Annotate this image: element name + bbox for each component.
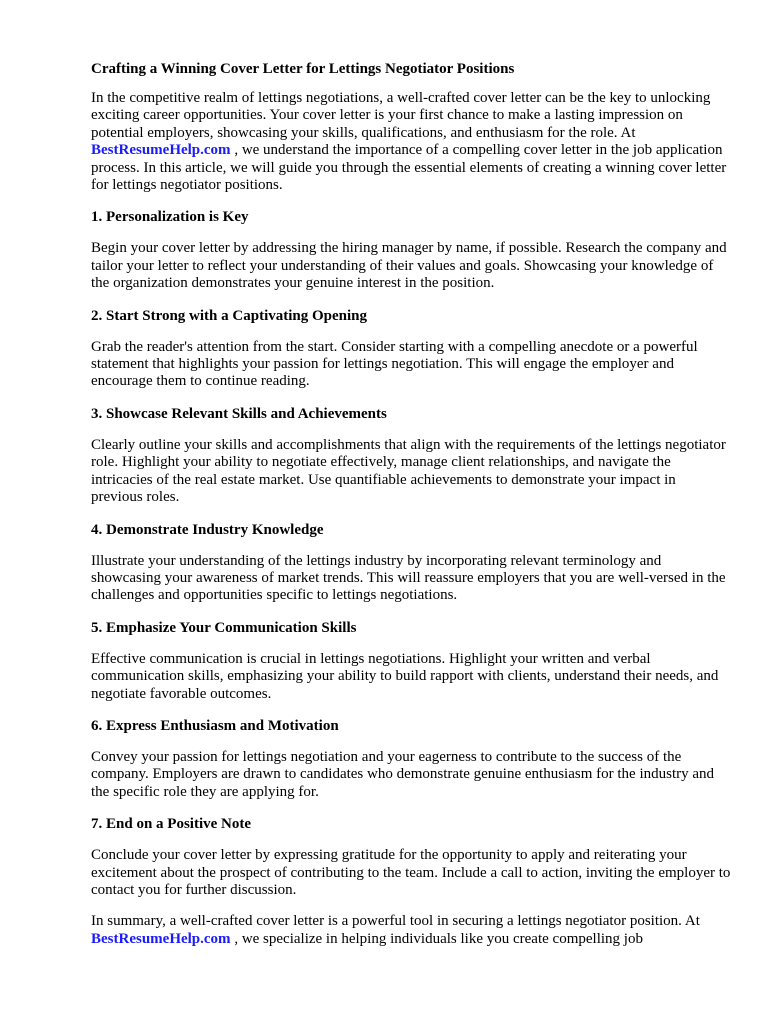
section-body-communication: Effective communication is crucial in lettings negotiations. Highlight your written and verbal communication skills, emphasizing your ability to build rapport with clients, understand their needs, and negotiate favorable outcomes. — [91, 650, 719, 702]
document-title: Crafting a Winning Cover Letter for Lettings Negotiator Positions — [91, 61, 515, 77]
section-body-skills: Clearly outline your skills and accomplishments that align with the requirements of the lettings negotiator role. Highlight your ability to negotiate effectively, manage client relationships, and navigate the intricacies of the real estate market. Use quantifiable achievements to demonstrate your impact in previous roles. — [91, 436, 726, 506]
section-heading-skills: 3. Showcase Relevant Skills and Achievements — [91, 405, 387, 422]
section-body-personalization: Begin your cover letter by addressing the hiring manager by name, if possible. Research the company and tailor your letter to reflect your understanding of their values and goals. Showcasing your knowledge of the organization demonstrates your genuine interest in the position. — [91, 240, 727, 292]
section-heading-enthusiasm: 6. Express Enthusiasm and Motivation — [91, 717, 339, 734]
section-heading-communication: 5. Emphasize Your Communication Skills — [91, 619, 357, 636]
intro-text-before: In the competitive realm of lettings negotiations, a well-crafted cover letter can be the key to unlocking exciting career opportunities. Your cover letter is your first chance to make a lasting impression on potential employers, showcasing your skills, qualifications, and enthusiasm for the role. At — [91, 90, 711, 141]
summary-site-link[interactable]: BestResumeHelp.com — [91, 930, 231, 947]
summary-paragraph — [91, 913, 731, 948]
intro-text-after: , we understand the importance of a compelling cover letter in the job application process. In this article, we will guide you through the essential elements of creating a winning cover letter for lettings negotiator positions. — [91, 142, 727, 194]
section-heading-positive-note: 7. End on a Positive Note — [91, 816, 252, 833]
section-heading-personalization: 1. Personalization is Key — [91, 209, 249, 226]
section-heading-industry-knowledge: 4. Demonstrate Industry Knowledge — [91, 521, 324, 538]
summary-text-before: In summary, a well-crafted cover letter is a powerful tool in securing a lettings negotiator position. At — [91, 913, 700, 930]
section-body-industry-knowledge: Illustrate your understanding of the lettings industry by incorporating relevant terminology and showcasing your awareness of market trends. This will reassure employers that you are well-versed in the challenges and opportunities specific to lettings negotiations. — [91, 552, 726, 604]
document-page — [91, 60, 731, 962]
intro-paragraph — [91, 90, 731, 194]
intro-site-link[interactable]: BestResumeHelp.com — [91, 142, 231, 159]
section-heading-opening: 2. Start Strong with a Captivating Opening — [91, 307, 368, 324]
section-body-opening: Grab the reader's attention from the start. Consider starting with a compelling anecdote or a powerful statement that highlights your passion for lettings negotiation. This will engage the employer and encourage them to continue reading. — [91, 338, 698, 390]
summary-text-after: , we specialize in helping individuals like you create compelling job — [230, 930, 643, 947]
section-body-enthusiasm: Convey your passion for lettings negotiation and your eagerness to contribute to the success of the company. Employers are drawn to candidates who demonstrate genuine enthusiasm for the industry and the specific role they are applying for. — [91, 748, 715, 800]
section-body-positive-note: Conclude your cover letter by expressing gratitude for the opportunity to apply and reiterating your excitement about the prospect of contributing to the team. Include a call to action, inviting the employer to contact you for further discussion. — [91, 847, 731, 898]
